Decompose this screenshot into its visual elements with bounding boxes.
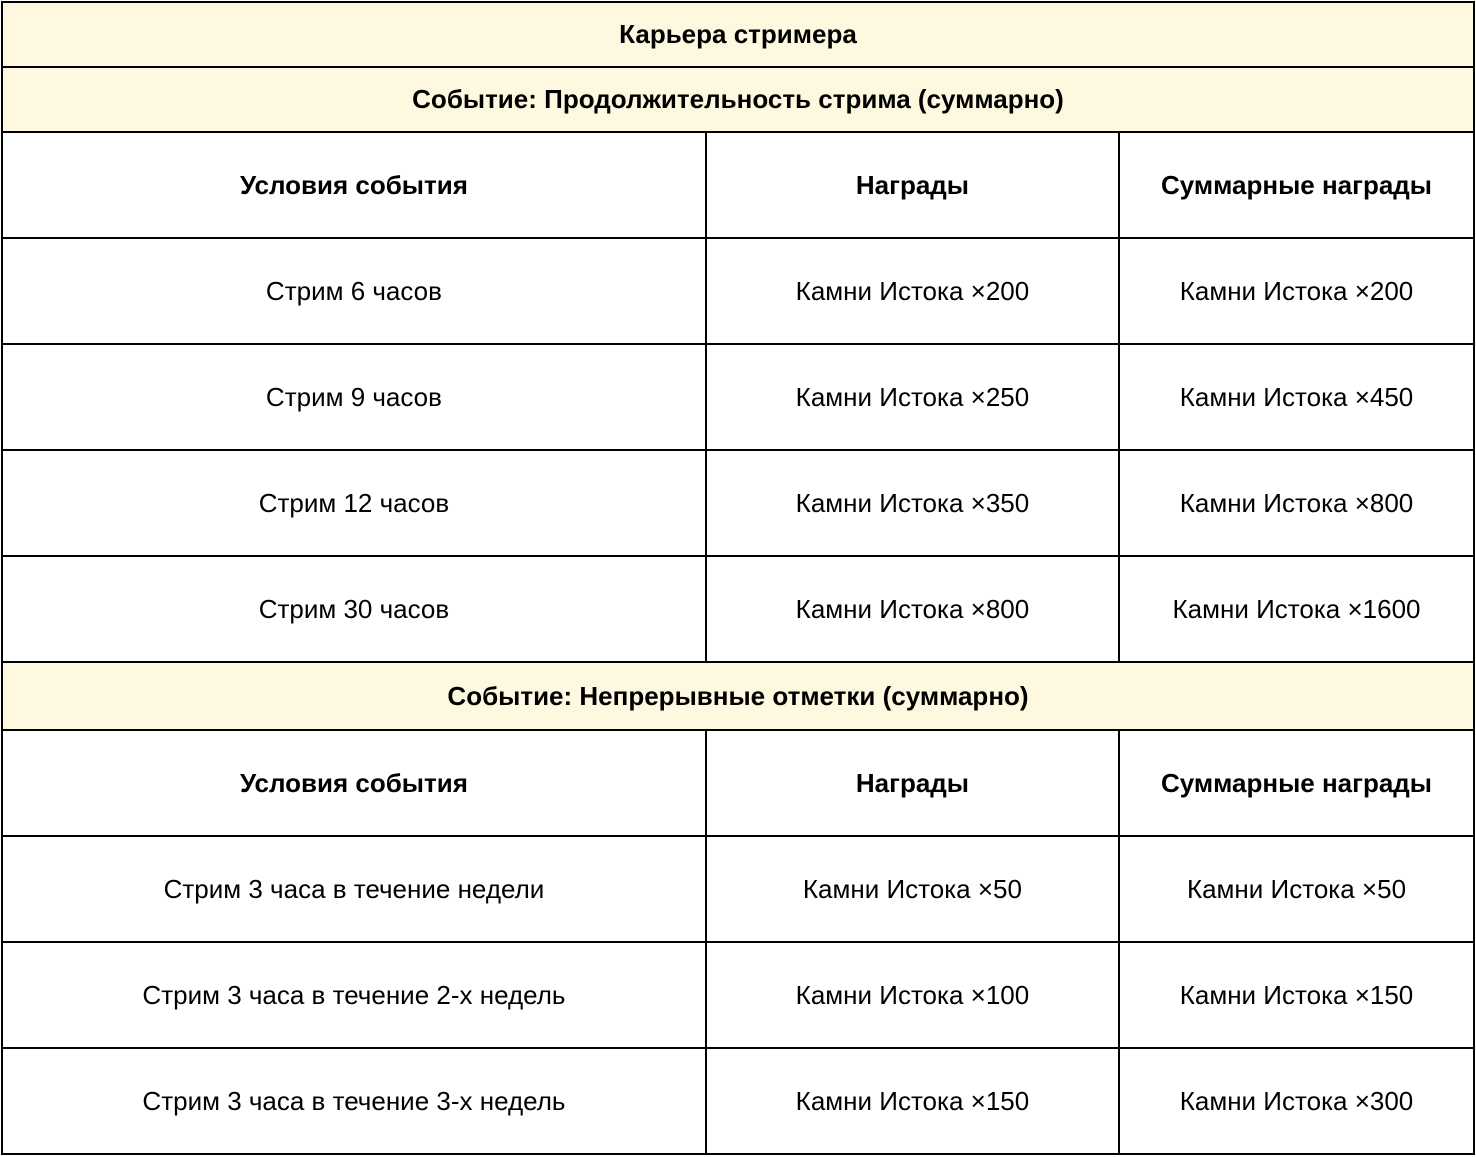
condition-cell: Стрим 9 часов	[2, 344, 706, 450]
section-heading-row	[2, 67, 1474, 132]
reward-cell: Камни Истока ×250	[706, 344, 1119, 450]
condition-cell: Стрим 3 часа в течение 2-х недель	[2, 942, 706, 1048]
table-row	[2, 942, 1474, 1048]
section-heading-row	[2, 662, 1474, 730]
condition-cell: Стрим 3 часа в течение 3-х недель	[2, 1048, 706, 1154]
total-reward-cell: Камни Истока ×800	[1119, 450, 1474, 556]
reward-cell: Камни Истока ×50	[706, 836, 1119, 942]
section-heading: Событие: Непрерывные отметки (суммарно)	[2, 662, 1474, 730]
table-row	[2, 836, 1474, 942]
title-row	[2, 2, 1474, 67]
total-reward-cell: Камни Истока ×300	[1119, 1048, 1474, 1154]
condition-cell: Стрим 6 часов	[2, 238, 706, 344]
total-reward-cell: Камни Истока ×450	[1119, 344, 1474, 450]
column-header-total-rewards: Суммарные награды	[1119, 132, 1474, 238]
table-row	[2, 344, 1474, 450]
table-row	[2, 450, 1474, 556]
total-reward-cell: Камни Истока ×200	[1119, 238, 1474, 344]
column-header-rewards: Награды	[706, 730, 1119, 836]
reward-cell: Камни Истока ×150	[706, 1048, 1119, 1154]
column-header-row	[2, 132, 1474, 238]
column-header-conditions: Условия события	[2, 730, 706, 836]
table-row	[2, 556, 1474, 662]
column-header-row	[2, 730, 1474, 836]
column-header-rewards: Награды	[706, 132, 1119, 238]
section-heading: Событие: Продолжительность стрима (суммарно)	[2, 67, 1474, 132]
condition-cell: Стрим 3 часа в течение недели	[2, 836, 706, 942]
reward-cell: Камни Истока ×800	[706, 556, 1119, 662]
condition-cell: Стрим 12 часов	[2, 450, 706, 556]
table-row	[2, 238, 1474, 344]
column-header-conditions: Условия события	[2, 132, 706, 238]
rewards-table	[1, 1, 1475, 1155]
reward-cell: Камни Истока ×100	[706, 942, 1119, 1048]
total-reward-cell: Камни Истока ×50	[1119, 836, 1474, 942]
reward-cell: Камни Истока ×200	[706, 238, 1119, 344]
table-row	[2, 1048, 1474, 1154]
reward-cell: Камни Истока ×350	[706, 450, 1119, 556]
table-title: Карьера стримера	[2, 2, 1474, 67]
total-reward-cell: Камни Истока ×150	[1119, 942, 1474, 1048]
total-reward-cell: Камни Истока ×1600	[1119, 556, 1474, 662]
column-header-total-rewards: Суммарные награды	[1119, 730, 1474, 836]
condition-cell: Стрим 30 часов	[2, 556, 706, 662]
